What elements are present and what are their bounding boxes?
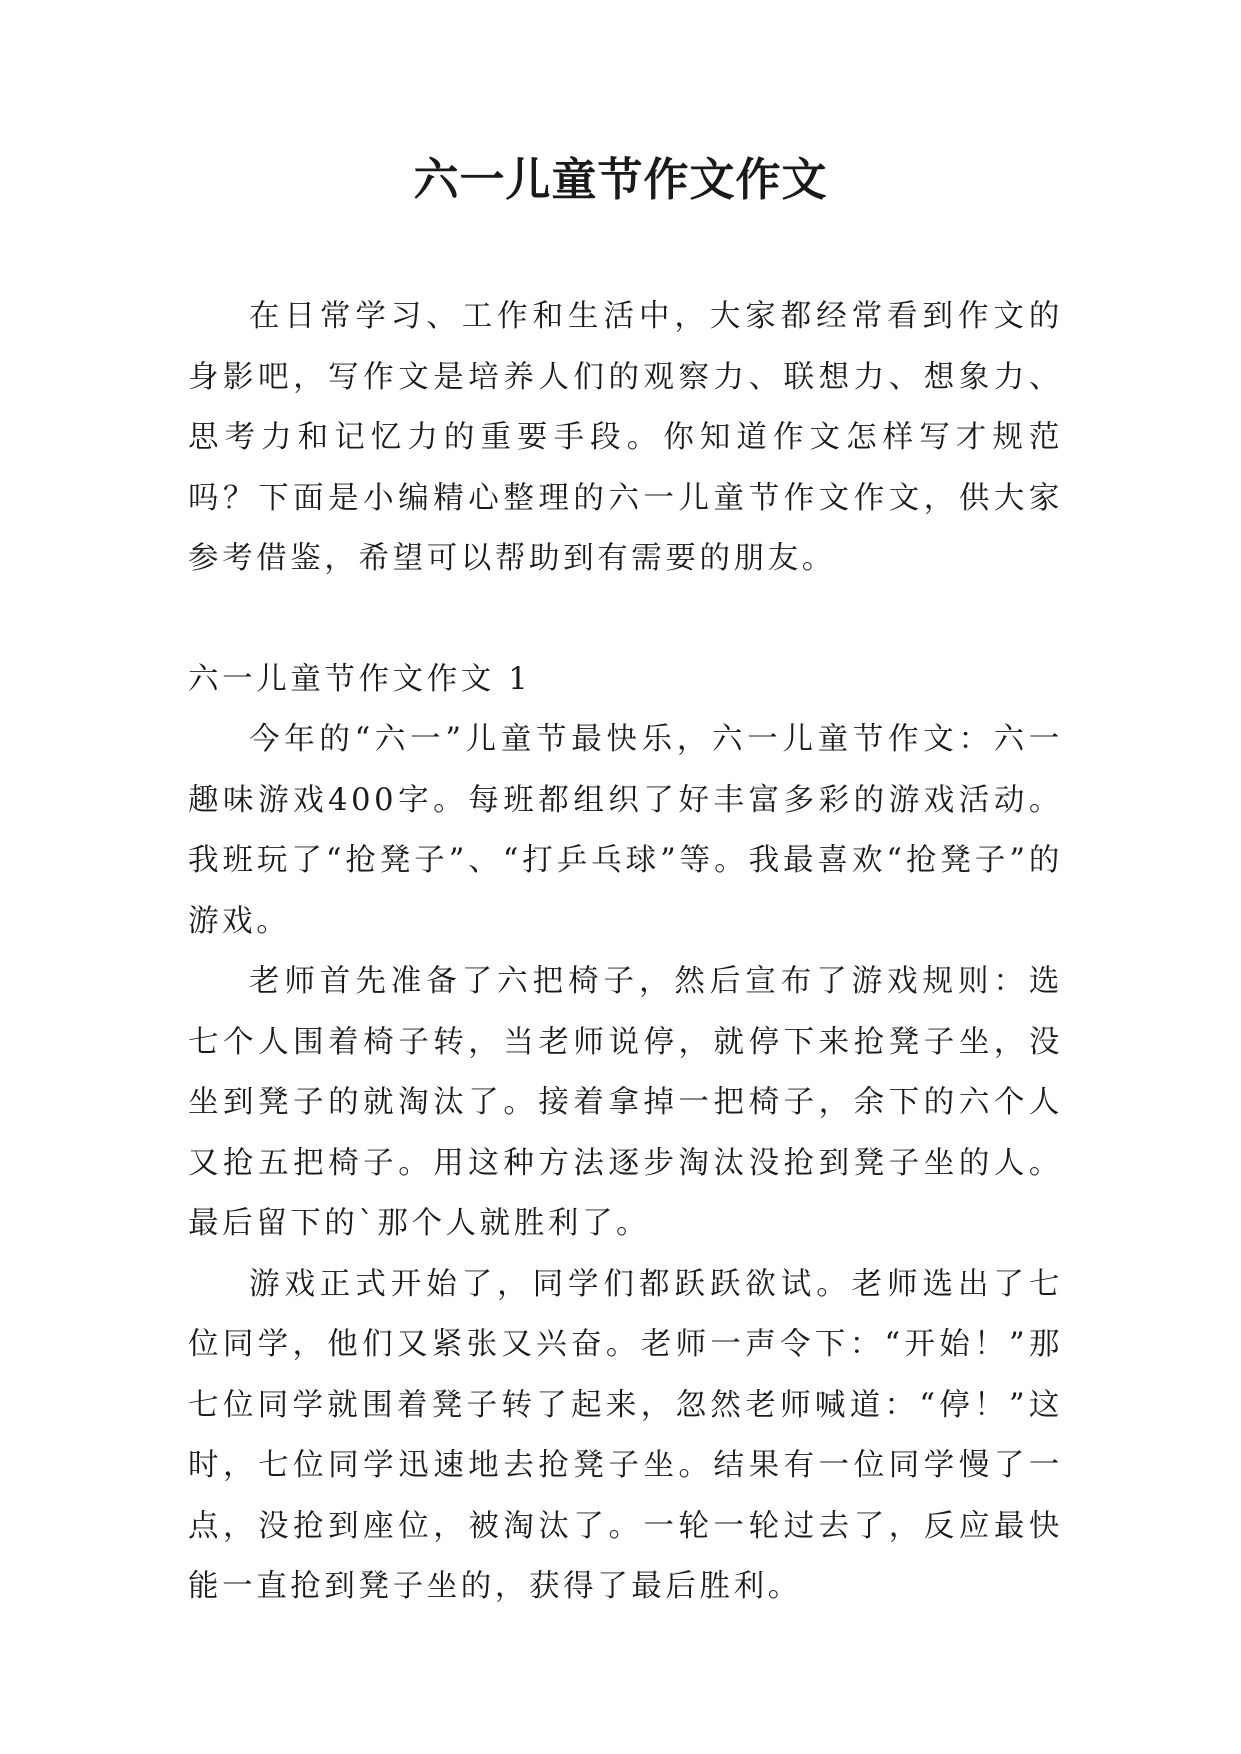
body-paragraph: 老师首先准备了六把椅子，然后宣布了游戏规则：选七个人围着椅子转，当老师说停，就停下来抢凳子坐，没坐到凳子的就淘汰了。接着拿掉一把椅子，余下的六个人又抢五把椅子。用这种方法逐步淘汰没抢到凳子坐的人。最后留下的`那个人就胜利了。 xyxy=(188,964,1063,1241)
body-paragraph: 游戏正式开始了，同学们都跃跃欲试。老师选出了七位同学，他们又紧张又兴奋。老师一声令下：“开始！”那七位同学就围着凳子转了起来，忽然老师喊道：“停！”这时，七位同学迅速地去抢凳子坐。结果有一位同学慢了一点，没抢到座位，被淘汰了。一轮一轮过去了，反应最快能一直抢到凳子坐的，获得了最后胜利。 xyxy=(188,1266,1063,1604)
paragraph-gap xyxy=(188,590,1063,650)
intro-paragraph: 在日常学习、工作和生活中，大家都经常看到作文的身影吧，写作文是培养人们的观察力、联想力、想象力、思考力和记忆力的重要手段。你知道作文怎样写才规范吗？下面是小编精心整理的六一儿童节作文作文，供大家参考借鉴，希望可以帮助到有需要的朋友。 xyxy=(188,299,1063,576)
section-heading: 六一儿童节作文作文 1 xyxy=(188,661,532,697)
body-paragraph: 今年的“六一”儿童节最快乐，六一儿童节作文：六一趣味游戏400字。每班都组织了好丰富多彩的游戏活动。我班玩了“抢凳子”、“打乒乓球”等。我最喜欢“抢凳子”的游戏。 xyxy=(188,722,1063,939)
document-title: 六一儿童节作文作文 xyxy=(413,153,828,206)
document-body xyxy=(188,287,1063,1618)
